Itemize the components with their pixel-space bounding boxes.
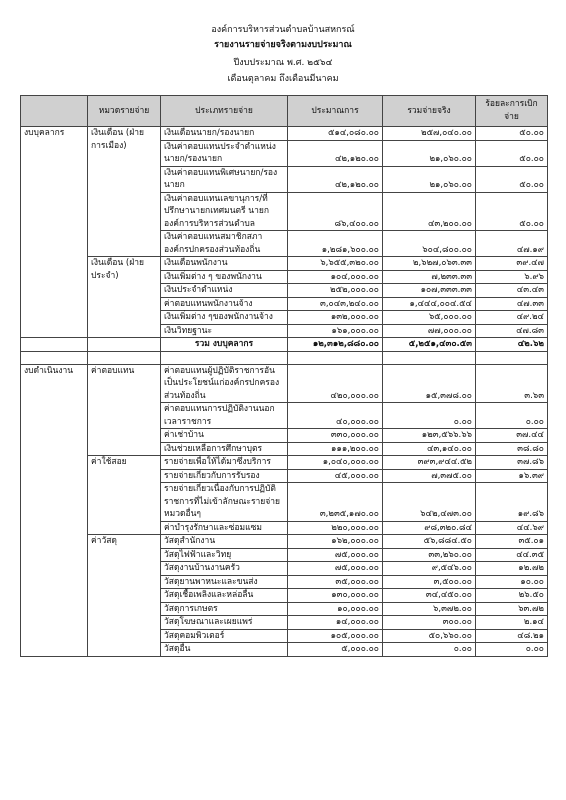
actual-cell: ๖,๓๗๒.๐๐ (383, 602, 476, 616)
percent-cell: ๐.๐๐ (476, 643, 548, 657)
type-cell: เงินประจำตำแหน่ง (161, 284, 288, 298)
col-budget: ประมาณการ (288, 96, 383, 127)
percent-cell: ๓๕.๐๑ (476, 535, 548, 549)
percent-cell: ๒.๑๔ (476, 616, 548, 630)
total-percent: ๔๒.๖๒ (476, 338, 548, 352)
percent-cell: ๔๗.๑๙ (476, 231, 548, 257)
budget-cell: ๑๖๒,๐๐๐.๐๐ (288, 535, 383, 549)
actual-cell: ๙๘,๓๒๐.๘๔ (383, 521, 476, 535)
org-name: องค์การบริหารส่วนตำบลบ้านสหกรณ์ (211, 25, 355, 35)
type-cell: วัสดุอื่น (161, 643, 288, 657)
percent-cell: ๓๘.๘๐ (476, 442, 548, 456)
type-cell: วัสดุการเกษตร (161, 602, 288, 616)
actual-cell: ๗๗,๐๐๐.๐๐ (383, 324, 476, 338)
total-actual: ๕,๒๕๑,๔๓๐.๕๓ (383, 338, 476, 352)
type-cell: ค่าตอบแทนพนักงานจ้าง (161, 297, 288, 311)
percent-cell: ๔๓.๔๓ (476, 284, 548, 298)
budget-cell: ๔๒,๑๒๐.๐๐ (288, 166, 383, 192)
total-budget: ๑๒,๓๑๒,๘๘๐.๐๐ (288, 338, 383, 352)
type-cell: วัสดุงานบ้านงานครัว (161, 562, 288, 576)
actual-cell: ๑๒๓,๕๖๖.๖๖ (383, 429, 476, 443)
type-cell: ค่าตอบแทนการปฏิบัติงานนอกเวลาราชการ (161, 403, 288, 429)
budget-cell: ๑๔,๐๐๐.๐๐ (288, 616, 383, 630)
type-cell: วัสดุยานพาหนะและขนส่ง (161, 575, 288, 589)
category-label: เงินเดือน (ฝ่ายการเมือง) (88, 127, 161, 257)
type-cell: รายจ่ายเกี่ยวเนื่องกับการปฏิบัติราชการที่ไม่เข้าลักษณะรายจ่ายหมวดอื่นๆ (161, 483, 288, 522)
percent-cell: ๓๗.๔๔ (476, 429, 548, 443)
col-group (21, 96, 88, 127)
budget-cell: ๑,๒๘๑,๖๐๐.๐๐ (288, 231, 383, 257)
actual-cell: ๖๔๒,๔๗๓.๐๐ (383, 483, 476, 522)
type-cell: วัสดุเชื้อเพลิงและหล่อลื่น (161, 589, 288, 603)
type-cell: เงินเดือนนายก/รองนายก (161, 127, 288, 141)
budget-cell: ๑๓๒,๐๐๐.๐๐ (288, 311, 383, 325)
type-cell: รายจ่ายเพื่อให้ได้มาซึ่งบริการ (161, 456, 288, 470)
budget-cell: ๑๐๕,๐๐๐.๐๐ (288, 629, 383, 643)
budget-cell: ๔๕,๐๐๐.๐๐ (288, 469, 383, 483)
budget-cell: ๔๒,๑๒๐.๐๐ (288, 140, 383, 166)
actual-cell: ๓,๕๐๐.๐๐ (383, 575, 476, 589)
group-label: งบดำเนินงาน (21, 364, 88, 656)
budget-cell: ๓,๐๔๓,๒๔๐.๐๐ (288, 297, 383, 311)
budget-cell: ๔๐,๐๐๐.๐๐ (288, 403, 383, 429)
table-row (21, 535, 548, 549)
budget-cell: ๑๑๑,๒๐๐.๐๐ (288, 442, 383, 456)
percent-cell: ๔๗.๘๓ (476, 324, 548, 338)
budget-cell: ๑๓๐,๐๐๐.๐๐ (288, 589, 383, 603)
percent-cell: ๖๓.๗๒ (476, 602, 548, 616)
type-cell: วัสดุสำนักงาน (161, 535, 288, 549)
table-row (21, 127, 548, 141)
actual-cell: ๕๖,๘๘๔.๕๐ (383, 535, 476, 549)
actual-cell: ๕๐,๖๖๐.๐๐ (383, 629, 476, 643)
budget-cell: ๑๖๑,๐๐๐.๐๐ (288, 324, 383, 338)
budget-cell: ๕,๐๐๐.๐๐ (288, 643, 383, 657)
col-percent: ร้อยละการเบิกจ่าย (476, 96, 548, 127)
type-cell: เงินช่วยเหลือการศึกษาบุตร (161, 442, 288, 456)
percent-cell: ๑๖.๓๙ (476, 469, 548, 483)
type-cell: วัสดุคอมพิวเตอร์ (161, 629, 288, 643)
percent-cell: ๔๙.๒๔ (476, 311, 548, 325)
type-cell: วัสดุไฟฟ้าและวิทยุ (161, 548, 288, 562)
actual-cell: ๓๔,๔๕๐.๐๐ (383, 589, 476, 603)
table-row (21, 257, 548, 271)
budget-cell: ๖,๖๕๕,๓๒๐.๐๐ (288, 257, 383, 271)
actual-cell: ๒๑,๐๖๐.๐๐ (383, 140, 476, 166)
actual-cell: ๑,๔๔๔,๐๐๔.๕๔ (383, 297, 476, 311)
percent-cell: ๑๒.๗๒ (476, 562, 548, 576)
table-row (21, 456, 548, 470)
percent-cell: ๕๐.๐๐ (476, 166, 548, 192)
col-category: หมวดรายจ่าย (88, 96, 161, 127)
actual-cell: ๐.๐๐ (383, 643, 476, 657)
percent-cell: ๐.๐๐ (476, 403, 548, 429)
actual-cell: ๒,๖๒๗,๐๖๓.๓๓ (383, 257, 476, 271)
percent-cell: ๔๔.๓๕ (476, 548, 548, 562)
type-cell: เงินค่าตอบแทนสมาชิกสภาองค์กรปกครองส่วนท้องถิ่น (161, 231, 288, 257)
percent-cell: ๓๗.๘๖ (476, 456, 548, 470)
col-type: ประเภทรายจ่าย (161, 96, 288, 127)
actual-cell: ๓๐๐.๐๐ (383, 616, 476, 630)
category-label: ค่าตอบแทน (88, 364, 161, 456)
percent-cell: ๔๘.๒๑ (476, 629, 548, 643)
percent-cell: ๓.๖๓ (476, 364, 548, 403)
type-cell: เงินเดือนพนักงาน (161, 257, 288, 271)
group-label: งบบุคลากร (21, 127, 88, 338)
percent-cell: ๖.๙๖ (476, 270, 548, 284)
type-cell: วัสดุโฆษณาและเผยแพร่ (161, 616, 288, 630)
budget-cell: ๑,๐๔๐,๐๐๐.๐๐ (288, 456, 383, 470)
col-actual: รวมจ่ายจริง (383, 96, 476, 127)
percent-cell: ๓๙.๔๗ (476, 257, 548, 271)
actual-cell: ๖๐๔,๘๐๐.๐๐ (383, 231, 476, 257)
actual-cell: ๓๓,๒๖๐.๐๐ (383, 548, 476, 562)
header-row (21, 96, 548, 127)
type-cell: เงินค่าตอบแทนพิเศษนายก/รองนายก (161, 166, 288, 192)
budget-cell: ๗๕,๐๐๐.๐๐ (288, 562, 383, 576)
type-cell: เงินค่าตอบแทนประจำตำแหน่งนายก/รองนายก (161, 140, 288, 166)
budget-cell: ๓,๒๓๕,๑๗๐.๐๐ (288, 483, 383, 522)
percent-cell: ๒๖.๕๐ (476, 589, 548, 603)
budget-cell: ๕๑๔,๐๘๐.๐๐ (288, 127, 383, 141)
type-cell: ค่าตอบแทนผู้ปฏิบัติราชการอันเป็นประโยชน์แก่องค์กรปกครองส่วนท้องถิ่น (161, 364, 288, 403)
actual-cell: ๐.๐๐ (383, 403, 476, 429)
budget-cell: ๓๕,๐๐๐.๐๐ (288, 575, 383, 589)
type-cell: เงินค่าตอบแทนเลขานุการ/ที่ปรึกษานายกเทศมนตรี นายกองค์การบริหารส่วนตำบล (161, 192, 288, 231)
total-label: รวม งบบุคลากร (161, 338, 288, 352)
actual-cell: ๗,๒๓๓.๓๓ (383, 270, 476, 284)
percent-cell: ๕๐.๐๐ (476, 127, 548, 141)
budget-cell: ๗๕,๐๐๐.๐๐ (288, 548, 383, 562)
fiscal-year: ปีงบประมาณ พ.ศ. ๒๕๖๔ (233, 58, 333, 68)
type-cell: เงินเพิ่มต่าง ๆของพนักงานจ้าง (161, 311, 288, 325)
budget-cell: ๓๓๐,๐๐๐.๐๐ (288, 429, 383, 443)
percent-cell: ๕๐.๐๐ (476, 140, 548, 166)
actual-cell: ๒๑,๐๖๐.๐๐ (383, 166, 476, 192)
category-label: เงินเดือน (ฝ่ายประจำ) (88, 257, 161, 338)
category-label: ค่าใช้สอย (88, 456, 161, 535)
actual-cell: ๑๕,๓๗๘.๐๐ (383, 364, 476, 403)
type-cell: เงินวิทยฐานะ (161, 324, 288, 338)
actual-cell: ๖๕,๐๐๐.๐๐ (383, 311, 476, 325)
percent-cell: ๔๗.๓๓ (476, 297, 548, 311)
budget-cell: ๘๖,๔๐๐.๐๐ (288, 192, 383, 231)
percent-cell: ๕๐.๐๐ (476, 192, 548, 231)
budget-cell: ๒๕๒,๐๐๐.๐๐ (288, 284, 383, 298)
percent-cell: ๔๔.๖๙ (476, 521, 548, 535)
actual-cell: ๓๙๓,๙๔๔.๕๒ (383, 456, 476, 470)
table-row (21, 364, 548, 403)
type-cell: เงินเพิ่มต่าง ๆ ของพนักงาน (161, 270, 288, 284)
total-row (21, 338, 548, 352)
spacer-row (21, 351, 548, 364)
budget-table (20, 95, 548, 657)
actual-cell: ๔๓,๑๔๐.๐๐ (383, 442, 476, 456)
category-label: ค่าวัสดุ (88, 535, 161, 657)
budget-cell: ๑๐,๐๐๐.๐๐ (288, 602, 383, 616)
report-title: รายงานรายจ่ายจริงตามงบประมาณ (214, 40, 352, 50)
actual-cell: ๙,๕๔๖.๐๐ (383, 562, 476, 576)
actual-cell: ๔๓,๒๐๐.๐๐ (383, 192, 476, 231)
actual-cell: ๗,๓๗๕.๐๐ (383, 469, 476, 483)
budget-cell: ๒๒๐,๐๐๐.๐๐ (288, 521, 383, 535)
type-cell: ค่าบำรุงรักษาและซ่อมแซม (161, 521, 288, 535)
percent-cell: ๑๙.๘๖ (476, 483, 548, 522)
type-cell: รายจ่ายเกี่ยวกับการรับรอง (161, 469, 288, 483)
budget-cell: ๑๐๔,๐๐๐.๐๐ (288, 270, 383, 284)
actual-cell: ๑๐๗,๓๓๓.๓๓ (383, 284, 476, 298)
actual-cell: ๒๕๗,๐๔๐.๐๐ (383, 127, 476, 141)
budget-cell: ๔๒๐,๐๐๐.๐๐ (288, 364, 383, 403)
type-cell: ค่าเช่าบ้าน (161, 429, 288, 443)
report-period: เดือนตุลาคม ถึงเดือนมีนาคม (227, 74, 339, 84)
percent-cell: ๑๐.๐๐ (476, 575, 548, 589)
